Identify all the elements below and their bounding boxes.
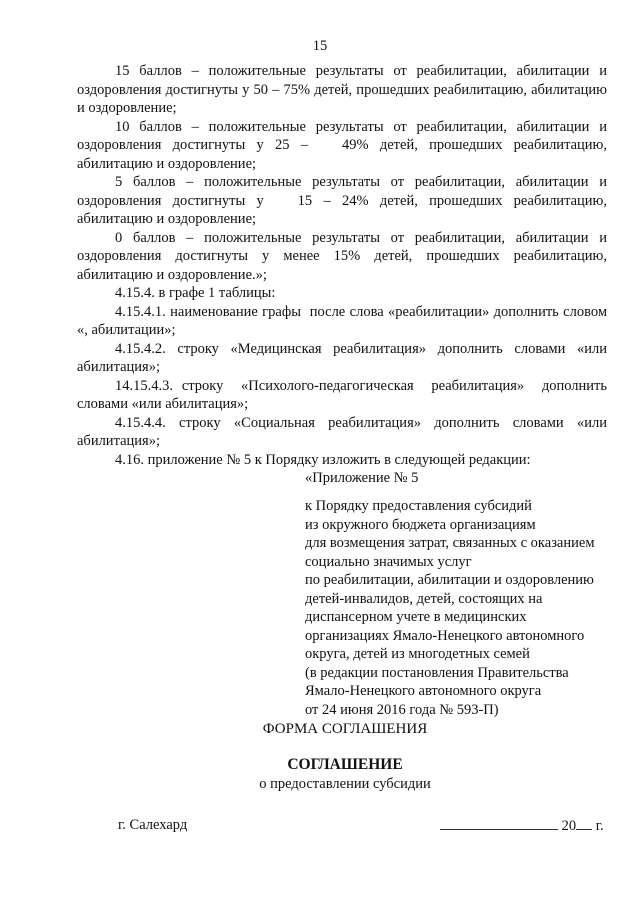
page-number: 15 xyxy=(312,38,328,54)
appendix-line: по реабилитации, абилитации и оздоровлению xyxy=(305,572,594,588)
paragraph: 15 баллов – положительные результаты от реабилитации, абилитации и оздоровления достигнуты у 50 – 75% детей, прошедших реабилитацию, абилитацию и оздоровление; xyxy=(77,63,611,116)
city-label: г. Салехард xyxy=(118,817,188,833)
paragraph: 4.16. приложение № 5 к Порядку изложить в следующей редакции: xyxy=(115,451,531,468)
appendix-line: социально значимых услуг xyxy=(305,553,472,570)
year-blank-field xyxy=(576,817,592,830)
appendix-line: диспансерном учете в медицинских xyxy=(305,609,527,625)
appendix-line: от 24 июня 2016 года № 593-П) xyxy=(305,701,499,718)
form-heading: ФОРМА СОГЛАШЕНИЯ xyxy=(262,721,428,737)
appendix-line: (в редакции постановления Правительства xyxy=(305,664,569,681)
appendix-line: детей-инвалидов, детей, состоящих на xyxy=(305,590,543,607)
body-text xyxy=(77,62,611,469)
appendix-line: к Порядку предоставления субсидий xyxy=(305,498,532,514)
paragraph: 4.15.4.4. строку «Социальная реабилитация» дополнить словами «или абилитация»; xyxy=(77,414,611,449)
paragraph: 4.15.4.2. строку «Медицинская реабилитация» дополнить словами «или абилитация»; xyxy=(77,340,611,375)
appendix-title: «Приложение № 5 xyxy=(305,470,419,486)
agreement-title: СОГЛАШЕНИЕ xyxy=(287,756,403,773)
appendix-line: организациях Ямало-Ненецкого автономного xyxy=(305,627,585,644)
paragraph: 5 баллов – положительные результаты от реабилитации, абилитации и оздоровления достигнуты у 15 – 24% детей, прошедших реабилитацию, абилитацию и оздоровление; xyxy=(77,174,611,227)
paragraph: 10 баллов – положительные результаты от реабилитации, абилитации и оздоровления достигнуты у 25 – 49% детей, прошедших реабилитацию, абилитацию и оздоровление; xyxy=(77,118,611,172)
appendix-block xyxy=(305,497,615,719)
appendix-line: для возмещения затрат, связанных с оказанием xyxy=(305,535,595,551)
agreement-subtitle: о предоставлении субсидии xyxy=(259,776,431,792)
paragraph: 4.15.4. в графе 1 таблицы: xyxy=(115,285,276,301)
paragraph: 14.15.4.3. строку «Психолого-педагогическая реабилитация» дополнить словами «или абилитация»; xyxy=(77,377,611,412)
paragraph: 0 баллов – положительные результаты от реабилитации, абилитации и оздоровления достигнуты у менее 15% детей, прошедших реабилитацию, абилитацию и оздоровление.»; xyxy=(77,229,611,283)
date-line xyxy=(440,817,604,835)
date-year-prefix: 20 xyxy=(561,818,577,834)
date-blank-field xyxy=(440,817,558,830)
appendix-line: из окружного бюджета организациям xyxy=(305,516,536,533)
appendix-line: Ямало-Ненецкого автономного округа xyxy=(305,683,542,699)
paragraph: 4.15.4.1. наименование графы после слова «реабилитации» дополнить словом «, абилитации»; xyxy=(77,303,611,338)
appendix-line: округа, детей из многодетных семей xyxy=(305,646,530,662)
date-year-suffix: г. xyxy=(595,818,604,834)
